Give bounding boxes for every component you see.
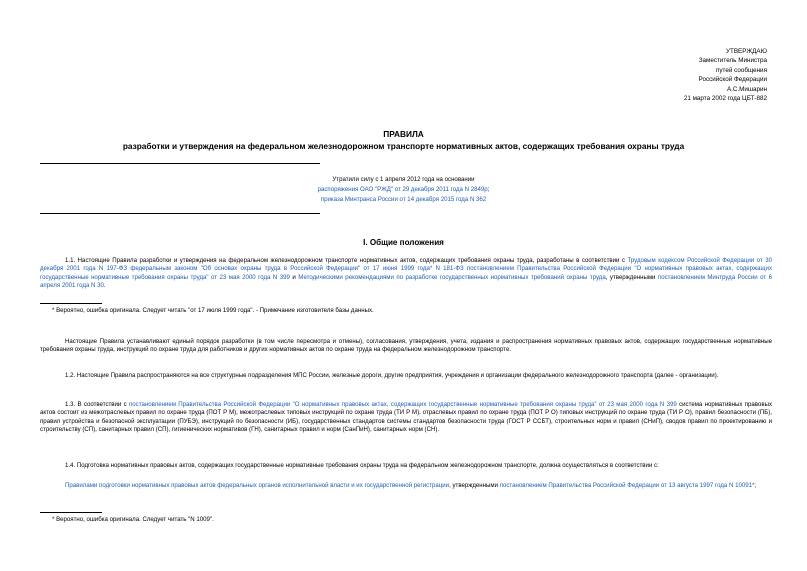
link-methodical-recommendations[interactable]: Методическими рекомендациями по разработке государственных нормативных требований охраны труда	[298, 273, 606, 281]
link-government-decree-399[interactable]: постановлением Правительства Российской Федерации "О нормативных правовых актах, содержащих государственные нормативные требования охраны труда" от 23 мая 2000 года N 399	[40, 265, 772, 281]
title-line-2: разработки и утверждения на федеральном железнодорожном транспорте нормативных актов, содержащих требования охраны труда	[122, 141, 685, 152]
link-labor-code[interactable]: Трудовым кодексом Российской Федерации от 30 декабря 2001 года N 197-ФЗ	[40, 257, 772, 273]
approval-block	[467, 47, 767, 104]
paragraph-rules-scope: Настоящие Правила устанавливают единый порядок разработки (в том числе пересмотра и отмены), согласования, утверждения, учета, издания и распространения нормативных правовых актов, содержащих государственные нормативные требования охраны труда, инструкций по охране труда для работников и других нормативных актов по охране труда на федеральном железнодорожном транспорте.	[40, 338, 772, 354]
footnote-2: * Вероятно, ошибка оригинала. Следует читать "N 1009".	[52, 516, 214, 523]
approval-country: Российской Федерации	[698, 76, 767, 84]
footnote-divider-2	[40, 512, 102, 513]
paragraph-1-4: 1.4. Подготовка нормативных правовых актов, содержащих государственные нормативные требования охраны труда на федеральном железнодорожном транспорте, должна осуществляться в соответствии с:	[65, 462, 659, 469]
footnote-divider-1	[40, 303, 102, 304]
paragraph-1-4-item: Правилами подготовки нормативных правовых актов федеральных органов исполнительной власти и их государственной регистрации, утвержденными постановлением Правительства Российской Федерации от 13 августа 1997 года N 10091*;	[65, 482, 757, 489]
lost-force-text: Утратили силу с 1 апреля 2012 года на основании	[332, 176, 475, 183]
section-heading: I. Общие положения	[363, 238, 444, 247]
link-government-decree-1009[interactable]: постановлением Правительства Российской Федерации от 13 августа 1997 года N 10091*	[499, 482, 755, 489]
divider-bottom	[40, 213, 320, 214]
link-rzd-order[interactable]: распоряжения ОАО "РЖД" от 29 декабря 2011 года N 2849р	[317, 185, 488, 193]
approval-heading: УТВЕРЖДАЮ	[725, 48, 767, 55]
link-mintrans-order[interactable]: приказа Минтранса России от 14 декабря 2015 года N 362	[320, 195, 487, 203]
paragraph-1-3: 1.3. В соответствии с постановлением Правительства Российской Федерации "О нормативных правовых актах, содержащих государственные нормативные требования охраны труда" от 23 мая 2000 года N 399 система нормативных правовых актов состоит из межотраслевых правил по охране труда (ПОТ Р М), межотраслевых типовых инструкций по охране труда (ТИ Р М), отраслевых правил по охране труда (ПОТ Р О) типовых инструкций по охране труда (ТИ Р О), правил безопасности (ПБ), правил устройства и безопасной эксплуатации (ПУБЭ), инструкций по безопасности (ИБ), государственных стандартов системы стандартов безопасности труда (ГОСТ Р ССБТ), строительных норм и правил (СНиП), сводов правил по проектированию и строительству (СП), санитарных правил (СП), гигиенических нормативов (ГН), санитарных правил и норм (СанПиН), санитарных норм (СН).	[40, 401, 772, 434]
title-line-1: ПРАВИЛА	[383, 129, 424, 139]
approval-signatory: А.С.Мишарин	[726, 85, 767, 93]
lost-force-notice	[0, 175, 807, 204]
link-mintrud-decree-30[interactable]: постановлением Минтруда России от 6 апреля 2001 года N 30	[40, 273, 773, 290]
separator-text: ;	[487, 185, 490, 193]
link-preparation-rules[interactable]: Правилами подготовки нормативных правовых актов федеральных органов исполнительной власти и их государственной регистрации	[65, 482, 450, 489]
approval-ministry: путей сообщения	[716, 66, 767, 74]
document-title	[0, 128, 807, 152]
link-labor-safety-law[interactable]: федеральным законом "Об основах охраны труда в Российской Федерации" от 17 июня 1999 года* N 181-ФЗ	[130, 265, 464, 273]
divider-top	[40, 163, 320, 164]
approval-position: Заместитель Министра	[698, 57, 767, 65]
link-government-decree-399-b[interactable]: постановлением Правительства Российской Федерации "О нормативных правовых актах, содержащих государственные нормативные требования охраны труда" от 23 мая 2000 года N 399	[128, 401, 677, 408]
approval-date: 21 марта 2002 года ЦБТ-882	[683, 95, 767, 103]
footnote-1: * Вероятно, ошибка оригинала. Следует читать "от 17 июля 1999 года". - Примечание изготовителя базы данных.	[52, 307, 374, 314]
paragraph-1-1: 1.1. Настоящие Правила разработки и утверждения на федеральном железнодорожном транспорте нормативных актов, содержащих требования охраны труда, разработаны в соответствии с Трудовым кодексом Российской Федерации от 30 декабря 2001 года N 197-ФЗ федеральным законом "Об основах охраны труда в Российской Федерации" от 17 июня 1999 года* N 181-ФЗ постановлением Правительства Российской Федерации "О нормативных правовых актах, содержащих государственные нормативные требования охраны труда" от 23 мая 2000 года N 399 и Методическими рекомендациями по разработке государственных нормативных требований охраны труда, утвержденными постановлением Минтруда России от 6 апреля 2001 года N 30.	[40, 257, 773, 290]
paragraph-1-2: 1.2. Настоящие Правила распространяются на все структурные подразделения МПС России, железные дороги, другие предприятия, учреждения и организации федерального железнодорожного транспорта (далее - организации).	[65, 372, 719, 379]
